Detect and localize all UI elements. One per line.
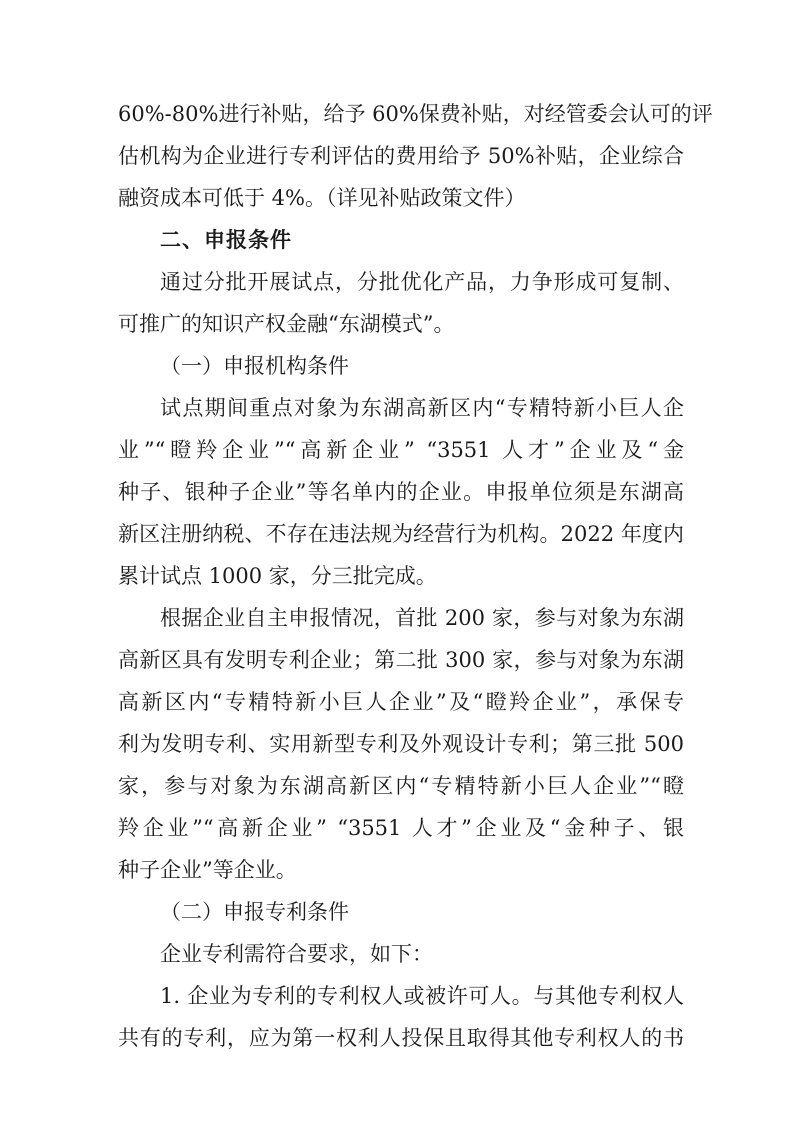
paragraph-line: 通过分批开展试点，分批优化产品，力争形成可复制、 — [160, 270, 684, 294]
paragraph-line: 种子、银种子企业”等名单内的企业。申报单位须是东湖高 — [118, 480, 684, 504]
paragraph-line: 试点期间重点对象为东湖高新区内“专精特新小巨人企 — [160, 396, 684, 420]
paragraph-line: 企业专利需符合要求，如下： — [160, 942, 433, 966]
paragraph-line: 高新区具有发明专利企业；第二批 300 家，参与对象为东湖 — [118, 648, 684, 672]
paragraph-line: 利为发明专利、实用新型专利及外观设计专利；第三批 500 — [118, 732, 684, 756]
paragraph-line: 融资成本可低于 4%。（详见补贴政策文件） — [118, 186, 526, 210]
paragraph-line: 60%-80%进行补贴，给予 60%保费补贴，对经管委会认可的评 — [118, 102, 713, 126]
subsection-heading: （二）申报专利条件 — [160, 900, 349, 924]
paragraph-line: 种子企业”等企业。 — [118, 858, 297, 882]
paragraph-line: 羚企业”“高新企业” “3551 人才”企业及“金种子、银 — [118, 816, 684, 840]
paragraph-line: 共有的专利，应为第一权利人投保且取得其他专利权人的书 — [118, 1026, 684, 1050]
paragraph-line: 累计试点 1000 家，分三批完成。 — [118, 564, 437, 588]
paragraph-line: 可推广的知识产权金融“东湖模式”。 — [118, 312, 455, 336]
paragraph-line: 家，参与对象为东湖高新区内“专精特新小巨人企业”“瞪 — [118, 774, 684, 798]
paragraph-line: 新区注册纳税、不存在违法规为经营行为机构。2022 年度内 — [118, 522, 684, 546]
section-heading: 二、申报条件 — [160, 228, 292, 252]
paragraph-line: 1. 企业为专利的专利权人或被许可人。与其他专利权人 — [160, 984, 684, 1008]
paragraph-line: 根据企业自主申报情况，首批 200 家，参与对象为东湖 — [160, 606, 684, 630]
paragraph-line: 业”“瞪羚企业”“高新企业” “3551 人才”企业及“金 — [118, 438, 684, 462]
paragraph-line: 估机构为企业进行专利评估的费用给予 50%补贴，企业综合 — [118, 144, 684, 168]
paragraph-line: 高新区内“专精特新小巨人企业”及“瞪羚企业”，承保专 — [118, 690, 684, 714]
subsection-heading: （一）申报机构条件 — [160, 354, 349, 378]
